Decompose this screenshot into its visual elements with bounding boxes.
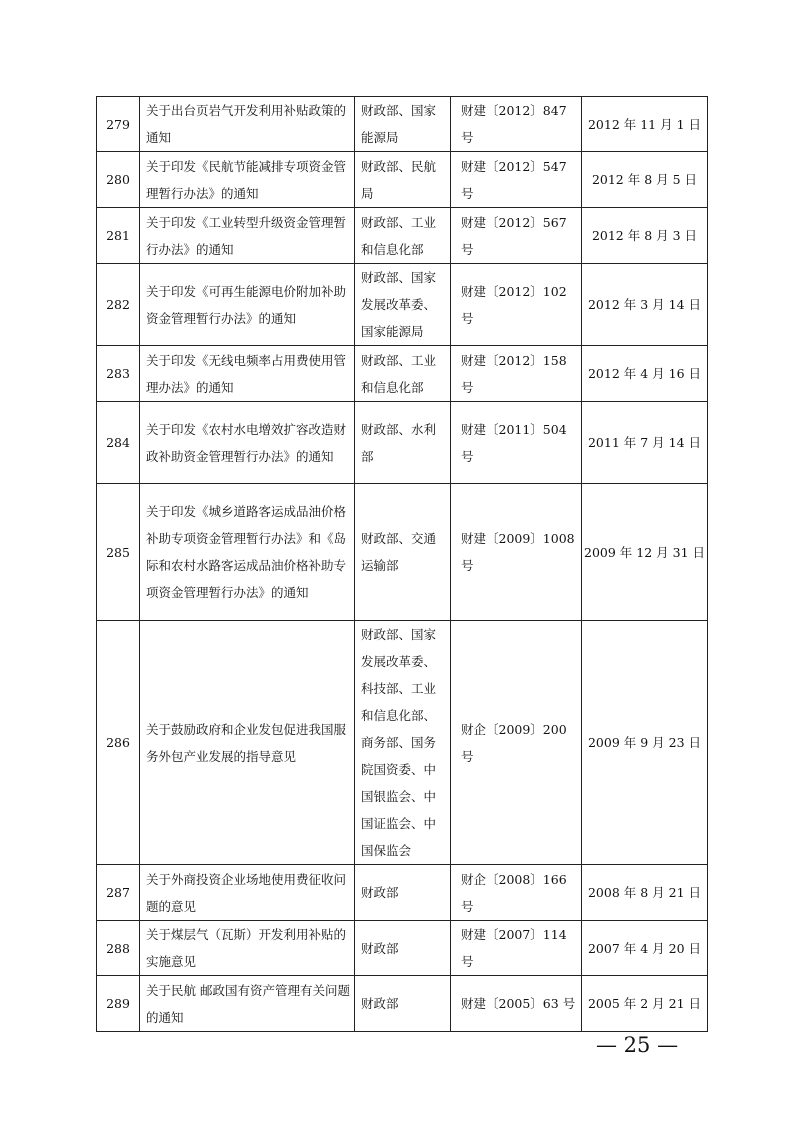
document-title: 关于外商投资企业场地使用费征收问题的意见 [140, 865, 355, 921]
issue-date: 2005 年 2 月 21 日 [582, 976, 708, 1032]
issuing-agency: 财政部、民航局 [355, 152, 451, 208]
document-number: 财建〔2012〕102 号 [451, 264, 582, 346]
row-number: 285 [97, 484, 140, 621]
table-row [97, 97, 708, 152]
document-title: 关于印发《城乡道路客运成品油价格补助专项资金管理暂行办法》和《岛际和农村水路客运成品油价格补助专项资金管理暂行办法》的通知 [140, 484, 355, 621]
page-number: — 25 — [596, 1033, 679, 1057]
issuing-agency: 财政部、工业和信息化部 [355, 208, 451, 264]
issue-date: 2012 年 8 月 5 日 [582, 152, 708, 208]
issue-date: 2012 年 4 月 16 日 [582, 346, 708, 402]
issue-date: 2012 年 11 月 1 日 [582, 97, 708, 152]
issuing-agency: 财政部 [355, 976, 451, 1032]
document-title: 关于鼓励政府和企业发包促进我国服务外包产业发展的指导意见 [140, 621, 355, 865]
issuing-agency: 财政部、水利部 [355, 402, 451, 484]
row-number: 281 [97, 208, 140, 264]
issuing-agency: 财政部、国家能源局 [355, 97, 451, 152]
regulations-table [96, 96, 708, 1032]
table-row [97, 621, 708, 865]
issue-date: 2009 年 12 月 31 日 [582, 484, 708, 621]
row-number: 289 [97, 976, 140, 1032]
table-row [97, 484, 708, 621]
table-row [97, 346, 708, 402]
document-number: 财建〔2012〕158 号 [451, 346, 582, 402]
row-number: 284 [97, 402, 140, 484]
row-number: 288 [97, 921, 140, 976]
table-row [97, 152, 708, 208]
issue-date: 2012 年 3 月 14 日 [582, 264, 708, 346]
document-number: 财企〔2008〕166 号 [451, 865, 582, 921]
document-title: 关于印发《可再生能源电价附加补助资金管理暂行办法》的通知 [140, 264, 355, 346]
issue-date: 2012 年 8 月 3 日 [582, 208, 708, 264]
document-title: 关于印发《民航节能减排专项资金管理暂行办法》的通知 [140, 152, 355, 208]
table-row [97, 865, 708, 921]
issuing-agency: 财政部 [355, 865, 451, 921]
document-number: 财建〔2012〕547 号 [451, 152, 582, 208]
table-row [97, 264, 708, 346]
document-number: 财建〔2012〕847 号 [451, 97, 582, 152]
document-number: 财企〔2009〕200 号 [451, 621, 582, 865]
table-row [97, 208, 708, 264]
table-row [97, 402, 708, 484]
issuing-agency: 财政部 [355, 921, 451, 976]
document-title: 关于印发《农村水电增效扩容改造财政补助资金管理暂行办法》的通知 [140, 402, 355, 484]
document-title: 关于印发《工业转型升级资金管理暂行办法》的通知 [140, 208, 355, 264]
issue-date: 2009 年 9 月 23 日 [582, 621, 708, 865]
issue-date: 2007 年 4 月 20 日 [582, 921, 708, 976]
row-number: 280 [97, 152, 140, 208]
document-number: 财建〔2005〕63 号 [451, 976, 582, 1032]
document-number: 财建〔2007〕114 号 [451, 921, 582, 976]
row-number: 286 [97, 621, 140, 865]
document-title: 关于出台页岩气开发利用补贴政策的通知 [140, 97, 355, 152]
row-number: 287 [97, 865, 140, 921]
row-number: 283 [97, 346, 140, 402]
document-number: 财建〔2009〕1008 号 [451, 484, 582, 621]
document-number: 财建〔2012〕567 号 [451, 208, 582, 264]
document-title: 关于印发《无线电频率占用费使用管理办法》的通知 [140, 346, 355, 402]
row-number: 279 [97, 97, 140, 152]
table-row [97, 921, 708, 976]
issuing-agency: 财政部、交通运输部 [355, 484, 451, 621]
issuing-agency: 财政部、工业和信息化部 [355, 346, 451, 402]
issuing-agency: 财政部、国家发展改革委、国家能源局 [355, 264, 451, 346]
table-row [97, 976, 708, 1032]
document-title: 关于民航 邮政国有资产管理有关问题的通知 [140, 976, 355, 1032]
document-number: 财建〔2011〕504 号 [451, 402, 582, 484]
document-title: 关于煤层气（瓦斯）开发利用补贴的实施意见 [140, 921, 355, 976]
issue-date: 2011 年 7 月 14 日 [582, 402, 708, 484]
issue-date: 2008 年 8 月 21 日 [582, 865, 708, 921]
row-number: 282 [97, 264, 140, 346]
issuing-agency: 财政部、国家发展改革委、科技部、工业和信息化部、商务部、国务院国资委、中国银监会、中国证监会、中国保监会 [355, 621, 451, 865]
